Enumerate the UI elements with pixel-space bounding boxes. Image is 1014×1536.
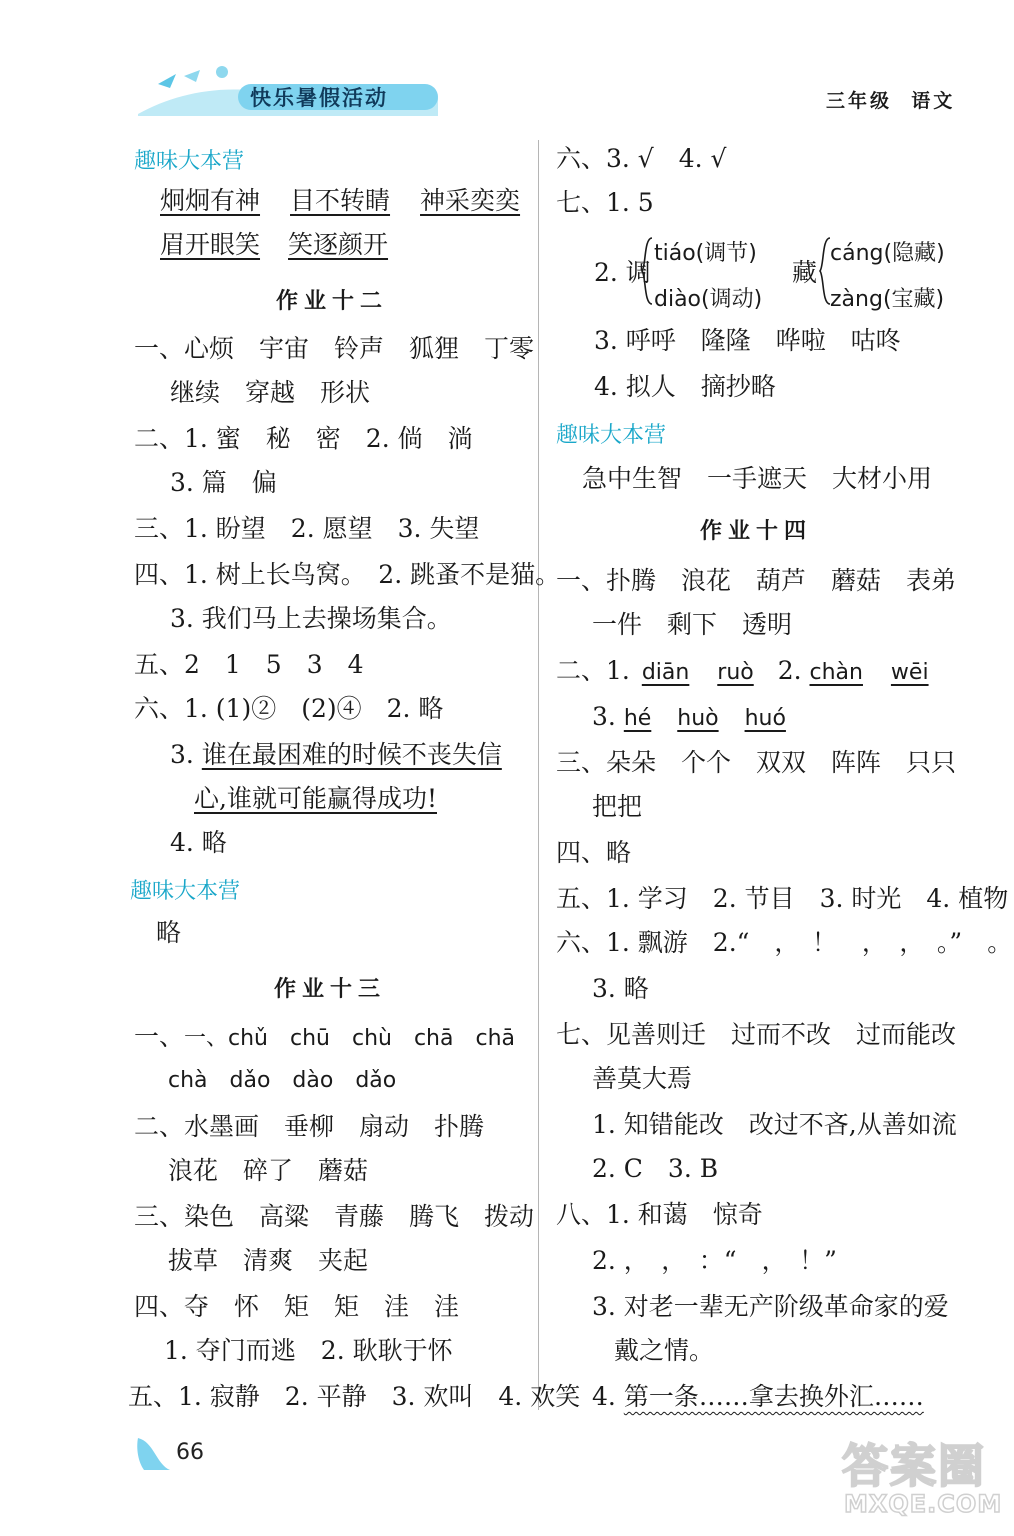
column-divider	[538, 140, 539, 1410]
answer-text: 第一条……拿去换外汇……	[623, 1382, 924, 1411]
page-corner-icon	[134, 1434, 174, 1478]
hw12-s2b: 3. 篇 偏	[170, 468, 277, 497]
hw14-title: 作业十四	[700, 519, 813, 544]
idiom-row-1	[160, 186, 520, 216]
r-s6: 六、3. √ 4. √	[556, 144, 727, 173]
hw12-s6a: 六、1. (1)② (2)④ 2. 略	[134, 694, 444, 723]
hw14-s6a: 六、1. 飘游 2.“ ， ！ ， ， 。” 。	[556, 928, 1013, 957]
r-s7-4: 4. 拟人 摘抄略	[594, 372, 776, 401]
idiom: 炯炯有神	[160, 186, 261, 215]
hw14-s6b: 3. 略	[592, 974, 649, 1003]
hw12-s5: 五、2 1 5 3 4	[134, 650, 364, 679]
hw14-s8d: 戴之情。	[614, 1336, 715, 1365]
quwei-label-2: 趣味大本营	[130, 879, 241, 904]
hw14-s5: 五、1. 学习 2. 节目 3. 时光 4. 植物	[556, 884, 1009, 913]
item-number: 3.	[592, 702, 616, 731]
quwei3-text: 急中生智 一手遮天 大材小用	[582, 464, 933, 493]
item-number: 2.	[777, 656, 802, 685]
pinyin: ruò	[717, 660, 754, 685]
hw12-s4b: 3. 我们马上去操场集合。	[170, 604, 452, 633]
hw14-s7c: 1. 知错能改 改过不吝,从善如流	[592, 1110, 957, 1139]
hw12-s3: 三、1. 盼望 2. 愿望 3. 失望	[134, 514, 480, 543]
hw13-s3a: 三、染色 高粱 青藤 腾飞 拨动	[134, 1202, 535, 1231]
r-s7-2-num: 2. 调	[594, 258, 651, 287]
idiom: 目不转睛	[290, 186, 391, 215]
hw14-s8b: 2. ， ， ：“ ， ！”	[592, 1246, 837, 1275]
hw14-s1b: 一件 剩下 透明	[592, 610, 793, 639]
hw13-s2a: 二、水墨画 垂柳 扇动 扑腾	[134, 1112, 485, 1141]
hw14-s7d: 2. C 3. B	[592, 1154, 719, 1183]
quwei2-text: 略	[156, 918, 182, 947]
item-number: 二、1.	[556, 656, 630, 685]
hw12-s6c: 心,谁就可能赢得成功!	[194, 784, 437, 813]
item-number: 3.	[170, 740, 194, 769]
hw14-s2a	[556, 656, 929, 688]
item-number: 4.	[592, 1382, 616, 1411]
hw14-s7a: 七、见善则迁 过而不改 过而能改	[556, 1020, 957, 1049]
quwei-label-1: 趣味大本营	[134, 149, 245, 174]
grade-subject: 三年级 语文	[826, 90, 956, 112]
idiom: 神采奕奕	[420, 186, 521, 215]
idiom-row-2	[160, 230, 388, 260]
hw13-title: 作业十三	[274, 977, 387, 1002]
cang-reading-1: cáng(隐藏)	[830, 241, 945, 266]
pinyin: huó	[744, 706, 786, 731]
hw12-s2a: 二、1. 蜜 秘 密 2. 倘 淌	[134, 424, 473, 453]
hw14-s4: 四、略	[556, 838, 632, 867]
hw14-s8e	[592, 1382, 924, 1412]
hw13-s4b: 1. 夺门而逃 2. 耿耿于怀	[164, 1336, 453, 1365]
pinyin-row: 一、chǔ chū chù chā chā	[184, 1026, 516, 1051]
header-banner	[138, 62, 438, 116]
hw13-s5: 五、1. 寂静 2. 平静 3. 欢叫 4. 欢笑	[128, 1382, 581, 1411]
hw14-s8c: 3. 对老一辈无产阶级革命家的爱	[592, 1292, 949, 1321]
hw12-s6b	[170, 740, 502, 770]
r-s7-2-cang: 藏	[792, 258, 818, 287]
hw12-title: 作业十二	[276, 289, 389, 314]
cang-reading-2: zàng(宝藏)	[830, 287, 945, 312]
r-s7-3: 3. 呼呼 隆隆 哗啦 咕咚	[594, 326, 901, 355]
hw13-s2b: 浪花 碎了 蘑菇	[168, 1156, 369, 1185]
hw13-s1b: chà dǎo dào dǎo	[168, 1068, 397, 1093]
watermark	[830, 1420, 1006, 1528]
hw14-s7b: 善莫大焉	[592, 1064, 693, 1093]
r-s7-1: 七、1. 5	[556, 188, 654, 217]
hw12-s1b: 继续 穿越 形状	[170, 378, 371, 407]
idiom: 笑逐颜开	[288, 230, 389, 259]
diao-reading-1: tiáo(调节)	[654, 241, 757, 266]
hw13-s1a: 一、一、chǔ chū chù chā chā	[134, 1022, 516, 1051]
banner-title: 快乐暑假活动	[250, 86, 388, 110]
hw14-s3b: 把把	[592, 792, 643, 821]
hw12-s4a: 四、1. 树上长鸟窝。 2. 跳蚤不是猫。	[134, 560, 561, 589]
pinyin: huò	[677, 706, 719, 731]
watermark-text: 答案圈	[842, 1439, 986, 1493]
hw14-s8a: 八、1. 和蔼 惊奇	[556, 1200, 763, 1229]
hw14-s3a: 三、朵朵 个个 双双 阵阵 只只	[556, 748, 957, 777]
watermark-url: MXQE.COM	[844, 1490, 1003, 1518]
pinyin: diān	[641, 660, 690, 685]
diao-reading-2: diào(调动)	[654, 287, 763, 312]
hw14-s2b	[592, 702, 786, 734]
idiom: 眉开眼笑	[160, 230, 261, 259]
answer-text: 谁在最困难的时候不丧失信	[201, 740, 502, 769]
hw14-s1a: 一、扑腾 浪花 葫芦 蘑菇 表弟	[556, 566, 957, 595]
brace-icon	[640, 236, 654, 310]
hw13-s3b: 拔草 清爽 夹起	[168, 1246, 369, 1275]
pinyin: hé	[623, 706, 652, 731]
pinyin: chàn	[809, 660, 863, 685]
quwei-label-3: 趣味大本营	[556, 423, 667, 448]
pinyin: wēi	[890, 660, 929, 685]
hw13-s4a: 四、夺 怀 矩 矩 洼 洼	[134, 1292, 460, 1321]
hw12-s1a: 一、心烦 宇宙 铃声 狐狸 丁零	[134, 334, 535, 363]
hw12-s6d: 4. 略	[170, 828, 227, 857]
page-number: 66	[176, 1440, 204, 1465]
